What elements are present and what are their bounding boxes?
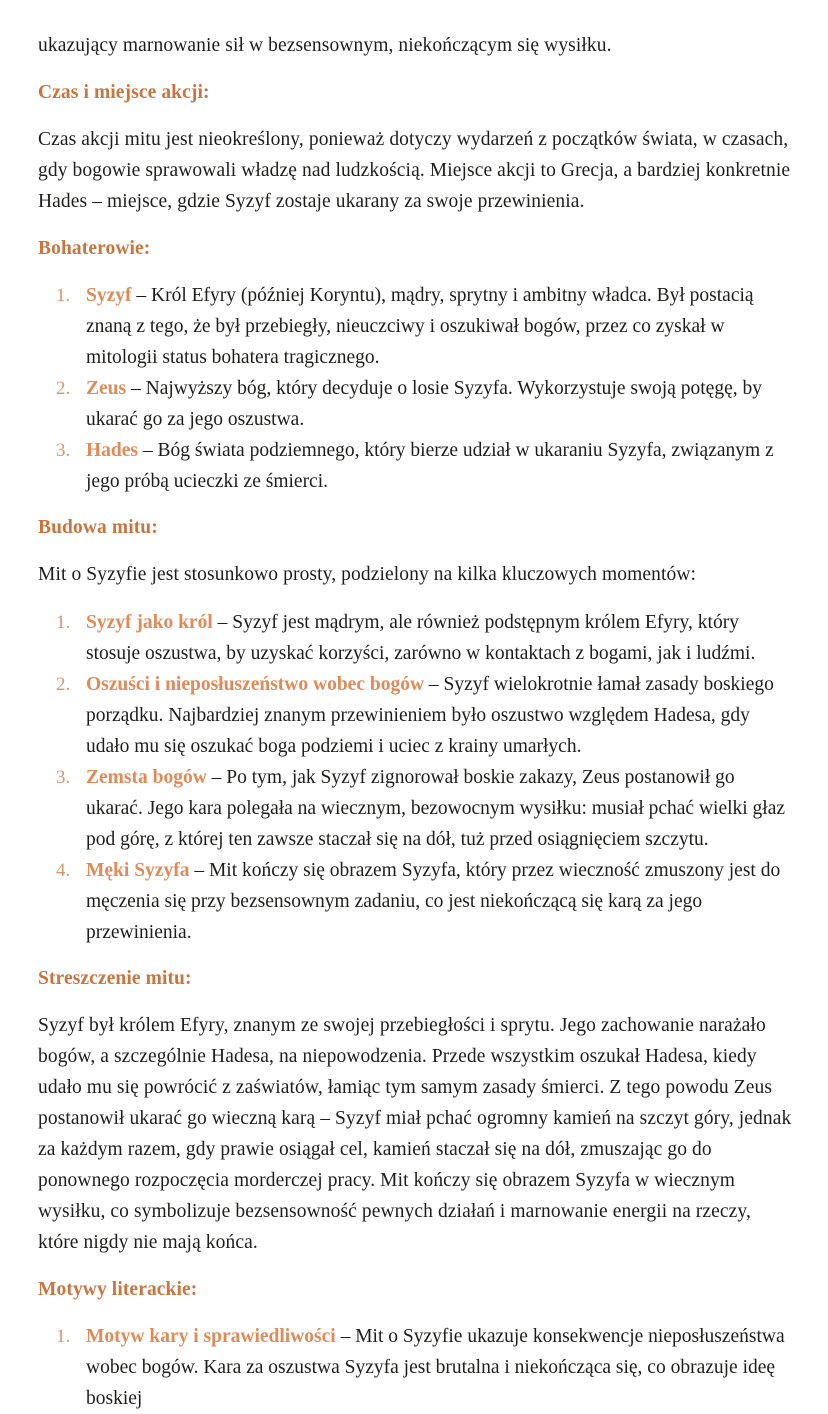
- section-paragraph-block-budowa-mitu: [38, 559, 792, 590]
- intro-paragraph-block: [38, 30, 792, 61]
- section-paragraph-czas-i-miejsce-akcji: Czas akcji mitu jest nieokreślony, ponieważ dotyczy wydarzeń z początków świata, w czasach, gdy bogowie sprawowali władzę nad ludzkością. Miejsce akcji to Grecja, a bardziej konkretnie Hades – miejsce, gdzie Syzyf zostaje ukarany za swoje przewinienia.: [38, 129, 791, 212]
- list-item: [38, 855, 792, 948]
- list-item-term: Męki Syzyfa: [86, 860, 190, 881]
- section-heading-motywy-literackie: Motywy literackie:: [38, 1279, 198, 1300]
- section-heading-block-streszczenie-mitu: [38, 964, 792, 994]
- section-paragraph-block-streszczenie-mitu: [38, 1010, 792, 1258]
- section-list-block-budowa-mitu: [38, 607, 792, 948]
- list-item-description: – Po tym, jak Syzyf zignorował boskie zakazy, Zeus postanowił go ukarać. Jego kara polegała na wiecznym, bezowocnym wysiłku: musiał pchać wielki głaz pod górę, z której ten zawsze staczał się na dół, tuż przed osiągnięciem szczytu.: [86, 767, 786, 850]
- list-item: [38, 280, 792, 373]
- list-item: [38, 669, 792, 762]
- list-item-description: – Najwyższy bóg, który decyduje o losie Syzyfa. Wykorzystuje swoją potęgę, by ukarać go za jego oszustwa.: [86, 378, 762, 430]
- motywy-literackie-list: [38, 1321, 792, 1414]
- section-heading-block-motywy-literackie: [38, 1275, 792, 1305]
- section-heading-block-czas-i-miejsce-akcji: [38, 78, 792, 108]
- list-item-description: – Mit kończy się obrazem Syzyfa, który przez wieczność zmuszony jest do męczenia się przy bezsensownym zadaniu, co jest niekończącą się karą za jego przewinienia.: [86, 860, 781, 943]
- section-list-block-motywy-literackie: [38, 1321, 792, 1414]
- list-item: [38, 1321, 792, 1414]
- list-item-term: Hades: [86, 440, 139, 461]
- list-item-description: – Bóg świata podziemnego, który bierze udział w ukaraniu Syzyfa, związanym z jego próbą ucieczki ze śmierci.: [86, 440, 774, 492]
- list-item-description: – Syzyf wielokrotnie łamał zasady boskiego porządku. Najbardziej znanym przewinieniem było oszustwo względem Hadesa, gdy udało mu się oszukać boga podziemi i uciec z krainy umarłych.: [86, 674, 774, 757]
- section-heading-budowa-mitu: Budowa mitu:: [38, 517, 158, 538]
- list-item-description: – Mit o Syzyfie ukazuje konsekwencje nieposłuszeństwa wobec bogów. Kara za oszustwa Syzyfa jest brutalna i niekończąca się, co obrazuje ideę boskiej: [86, 1326, 785, 1409]
- list-item-description: – Król Efyry (później Koryntu), mądry, sprytny i ambitny władca. Był postacią znaną z tego, że był przebiegły, nieuczciwy i oszukiwał bogów, przez co zyskał w mitologii status bohatera tragicznego.: [86, 285, 754, 368]
- section-heading-bohaterowie: Bohaterowie:: [38, 238, 151, 259]
- list-item-term: Syzyf: [86, 285, 132, 306]
- bohaterowie-list: [38, 280, 792, 497]
- list-item: [38, 607, 792, 669]
- list-item-term: Motyw kary i sprawiedliwości: [86, 1326, 336, 1347]
- document-body: [38, 30, 792, 1414]
- list-item-term: Zemsta bogów: [86, 767, 207, 788]
- list-item: [38, 373, 792, 435]
- list-item-description: – Syzyf jest mądrym, ale również podstępnym królem Efyry, który stosuje oszustwa, by uzyskać korzyści, zarówno w kontaktach z bogami, jak i ludźmi.: [86, 612, 756, 664]
- section-heading-czas-i-miejsce-akcji: Czas i miejsce akcji:: [38, 82, 210, 103]
- section-list-block-bohaterowie: [38, 280, 792, 497]
- section-paragraph-streszczenie-mitu: Syzyf był królem Efyry, znanym ze swojej przebiegłości i sprytu. Jego zachowanie narażało bogów, a szczególnie Hadesa, na niepowodzenia. Przede wszystkim oszukał Hadesa, kiedy udało mu się powrócić z zaświatów, łamiąc tym samym zasady śmierci. Z tego powodu Zeus postanowił ukarać go wieczną karą – Syzyf miał pchać ogromny kamień na szczyt góry, jednak za każdym razem, gdy prawie osiągał cel, kamień staczał się na dół, zmuszając go do ponownego rozpoczęcia morderczej pracy. Mit kończy się obrazem Syzyfa w wiecznym wysiłku, co symbolizuje bezsensowność pewnych działań i marnowanie energii na rzeczy, które nigdy nie mają końca.: [38, 1015, 792, 1253]
- list-item: [38, 762, 792, 855]
- section-paragraph-budowa-mitu: Mit o Syzyfie jest stosunkowo prosty, podzielony na kilka kluczowych momentów:: [38, 564, 697, 585]
- section-paragraph-block-czas-i-miejsce-akcji: [38, 124, 792, 217]
- section-heading-streszczenie-mitu: Streszczenie mitu:: [38, 968, 192, 989]
- list-item: [38, 435, 792, 497]
- list-item-term: Zeus: [86, 378, 127, 399]
- list-item-term: Oszuści i nieposłuszeństwo wobec bogów: [86, 674, 425, 695]
- section-heading-block-bohaterowie: [38, 234, 792, 264]
- intro-paragraph: ukazujący marnowanie sił w bezsensownym, niekończącym się wysiłku.: [38, 35, 612, 56]
- section-heading-block-budowa-mitu: [38, 513, 792, 543]
- budowa-mitu-list: [38, 607, 792, 948]
- list-item-term: Syzyf jako król: [86, 612, 213, 633]
